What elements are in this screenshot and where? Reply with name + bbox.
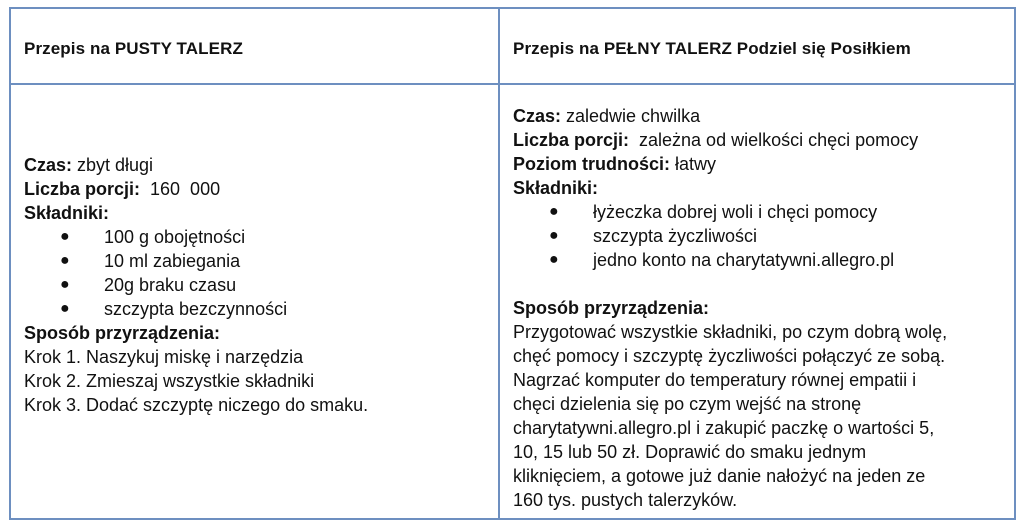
list-item <box>513 200 1008 224</box>
left-skladniki-row <box>24 201 484 225</box>
bullet-icon: ● <box>60 228 70 245</box>
spacer <box>513 272 1008 296</box>
list-item <box>24 273 484 297</box>
list-item <box>24 249 484 273</box>
right-header-suffix: Podziel się Posiłkiem <box>731 39 911 58</box>
right-porcje-label: Liczba porcji: <box>513 130 630 150</box>
right-skladniki-row <box>513 176 1008 200</box>
method-line: chęci dzielenia się po czym wejść na stronę <box>513 394 862 414</box>
ingredient-text: szczypta bezczynności <box>104 299 288 319</box>
left-czas-row <box>24 153 484 177</box>
right-column-header <box>513 39 911 59</box>
left-header-prefix: Przepis na <box>24 39 115 58</box>
right-sposob-row <box>513 296 1008 320</box>
right-poziom-row <box>513 152 1008 176</box>
method-line: 10, 15 lub 50 zł. Doprawić do smaku jednym <box>513 442 867 462</box>
ingredient-text: 20g braku czasu <box>104 275 237 295</box>
ingredient-text: 10 ml zabiegania <box>104 251 241 271</box>
step-line: Krok 1. Naszykuj miskę i narzędzia <box>24 347 304 367</box>
left-porcje-row <box>24 177 484 201</box>
method-line: 160 tys. pustych talerzyków. <box>513 490 738 510</box>
bullet-icon: ● <box>60 300 70 317</box>
left-sposob-row <box>24 321 484 345</box>
left-recipe-body <box>24 153 484 417</box>
right-czas-value: zaledwie chwilka <box>561 106 701 126</box>
right-method-paragraph <box>513 320 1008 512</box>
bullet-icon: ● <box>60 252 70 269</box>
right-poziom-label: Poziom trudności: <box>513 154 670 174</box>
step-line: Krok 2. Zmieszaj wszystkie składniki <box>24 371 315 391</box>
list-item <box>24 225 484 249</box>
left-porcje-value: 160 000 <box>140 179 221 199</box>
right-czas-label: Czas: <box>513 106 562 126</box>
right-header-bold: PEŁNY TALERZ <box>603 39 732 58</box>
right-porcje-row <box>513 128 1008 152</box>
left-sposob-label: Sposób przyrządzenia: <box>24 323 221 343</box>
ingredient-text: jedno konto na charytatywni.allegro.pl <box>593 250 895 270</box>
bullet-icon: ● <box>549 251 559 268</box>
list-item <box>513 248 1008 272</box>
left-porcje-label: Liczba porcji: <box>24 179 141 199</box>
right-recipe-body <box>513 104 1008 512</box>
method-line: chęć pomocy i szczyptę życzliwości połączyć ze sobą. <box>513 346 946 366</box>
right-header-prefix: Przepis na <box>513 39 604 58</box>
column-divider <box>498 9 500 518</box>
ingredient-text: 100 g obojętności <box>104 227 246 247</box>
method-line: Przygotować wszystkie składniki, po czym dobrą wolę, <box>513 322 948 342</box>
right-skladniki-label: Składniki: <box>513 178 599 198</box>
right-czas-row <box>513 104 1008 128</box>
list-item <box>24 297 484 321</box>
method-line: Nagrzać komputer do temperatury równej empatii i <box>513 370 917 390</box>
right-ingredient-list <box>513 200 1008 272</box>
left-header-bold: PUSTY TALERZ <box>114 39 243 58</box>
left-skladniki-label: Składniki: <box>24 203 110 223</box>
left-ingredient-list <box>24 225 484 321</box>
bullet-icon: ● <box>60 276 70 293</box>
bullet-icon: ● <box>549 203 559 220</box>
list-item <box>513 224 1008 248</box>
method-line: kliknięciem, a gotowe już danie nałożyć na jeden ze <box>513 466 926 486</box>
bullet-icon: ● <box>549 227 559 244</box>
right-porcje-value: zależna od wielkości chęci pomocy <box>629 130 919 150</box>
ingredient-text: szczypta życzliwości <box>593 226 758 246</box>
ingredient-text: łyżeczka dobrej woli i chęci pomocy <box>593 202 878 222</box>
step-line: Krok 3. Dodać szczyptę niczego do smaku. <box>24 395 369 415</box>
right-sposob-label: Sposób przyrządzenia: <box>513 298 710 318</box>
method-line: charytatywni.allegro.pl i zakupić paczkę o wartości 5, <box>513 418 935 438</box>
left-czas-label: Czas: <box>24 155 73 175</box>
recipe-table <box>9 7 1016 520</box>
right-poziom-value: łatwy <box>670 154 717 174</box>
header-divider <box>11 83 1014 85</box>
left-column-header <box>24 39 243 59</box>
left-czas-value: zbyt długi <box>72 155 154 175</box>
